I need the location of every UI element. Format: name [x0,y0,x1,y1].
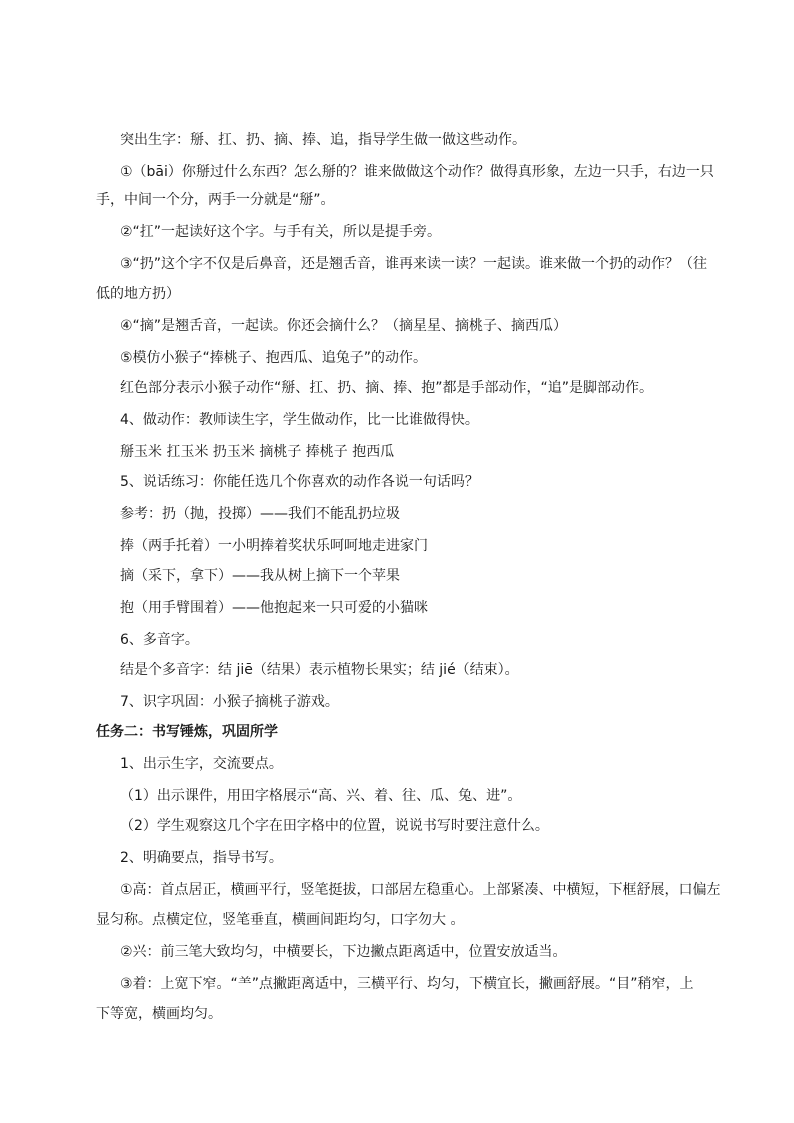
paragraph: 2、明确要点，指导书写。 [120,850,283,866]
paragraph: 捧（两手托着）一小明捧着奖状乐呵呵地走进家门 [120,538,428,554]
paragraph: 手，中间一个分，两手一分就是“掰”。 [96,192,335,208]
paragraph: ①高：首点居正，横画平行，竖笔挺拔，口部居左稳重心。上部紧凑、中横短，下框舒展，口偏左 [120,882,721,898]
paragraph: 低的地方扔） [96,286,180,302]
paragraph: 6、多音字。 [120,632,199,648]
paragraph: 1、出示生字，交流要点。 [120,756,283,772]
paragraph: （1）出示课件，用田字格展示“高、兴、着、往、瓜、兔、进”。 [120,788,522,804]
paragraph: 掰玉米 扛玉米 扔玉米 摘桃子 捧桃子 抱西瓜 [120,444,395,460]
paragraph: ②兴：前三笔大致均匀，中横要长，下边撇点距离适中，位置安放适当。 [120,944,567,960]
paragraph: 下等宽，横画均匀。 [96,1006,222,1022]
paragraph: ②“扛”一起读好这个字。与手有关，所以是提手旁。 [120,224,442,240]
paragraph: 抱（用手臂围着）——他抱起来一只可爱的小猫咪 [120,600,428,616]
paragraph: ③“扔”这个字不仅是后鼻音，还是翘舌音，谁再来读一读？一起读。谁来做一个扔的动作？（往 [120,256,708,272]
paragraph: 显匀称。点横定位，竖笔垂直，横画间距均匀，口字勿大 。 [96,912,465,928]
paragraph: ④“摘”是翘舌音，一起读。你还会摘什么？（摘星星、摘桃子、摘西瓜） [120,318,568,334]
paragraph: 4、做动作：教师读生字，学生做动作，比一比谁做得快。 [120,412,479,428]
section-heading: 任务二：书写锤炼，巩固所学 [96,724,278,740]
paragraph: 结是个多音字：结 jiē（结果）表示植物长果实；结 jié（结束）。 [120,662,519,678]
paragraph: 7、识字巩固：小猴子摘桃子游戏。 [120,694,339,710]
paragraph: 摘（采下，拿下）——我从树上摘下一个苹果 [120,568,400,584]
paragraph: 参考：扔（抛，投掷）——我们不能乱扔垃圾 [120,506,400,522]
paragraph: 红色部分表示小猴子动作“掰、扛、扔、摘、捧、抱”都是手部动作，“追”是脚部动作。 [120,380,654,396]
paragraph: ⑤模仿小猴子“捧桃子、抱西瓜、追兔子”的动作。 [120,350,428,366]
paragraph: ③着：上宽下窄。“⺷”点撇距离适中，三横平行、均匀，下横宜长，撇画舒展。“目”稍窄，上 [120,976,694,992]
paragraph: 突出生字：掰、扛、扔、摘、捧、追，指导学生做一做这些动作。 [120,132,526,148]
paragraph: ①（bāi）你掰过什么东西？怎么掰的？谁来做做这个动作？做得真形象，左边一只手，右边一只 [120,164,714,180]
paragraph: （2）学生观察这几个字在田字格中的位置，说说书写时要注意什么。 [120,818,549,834]
paragraph: 5、说话练习：你能任选几个你喜欢的动作各说一句话吗？ [120,474,479,490]
